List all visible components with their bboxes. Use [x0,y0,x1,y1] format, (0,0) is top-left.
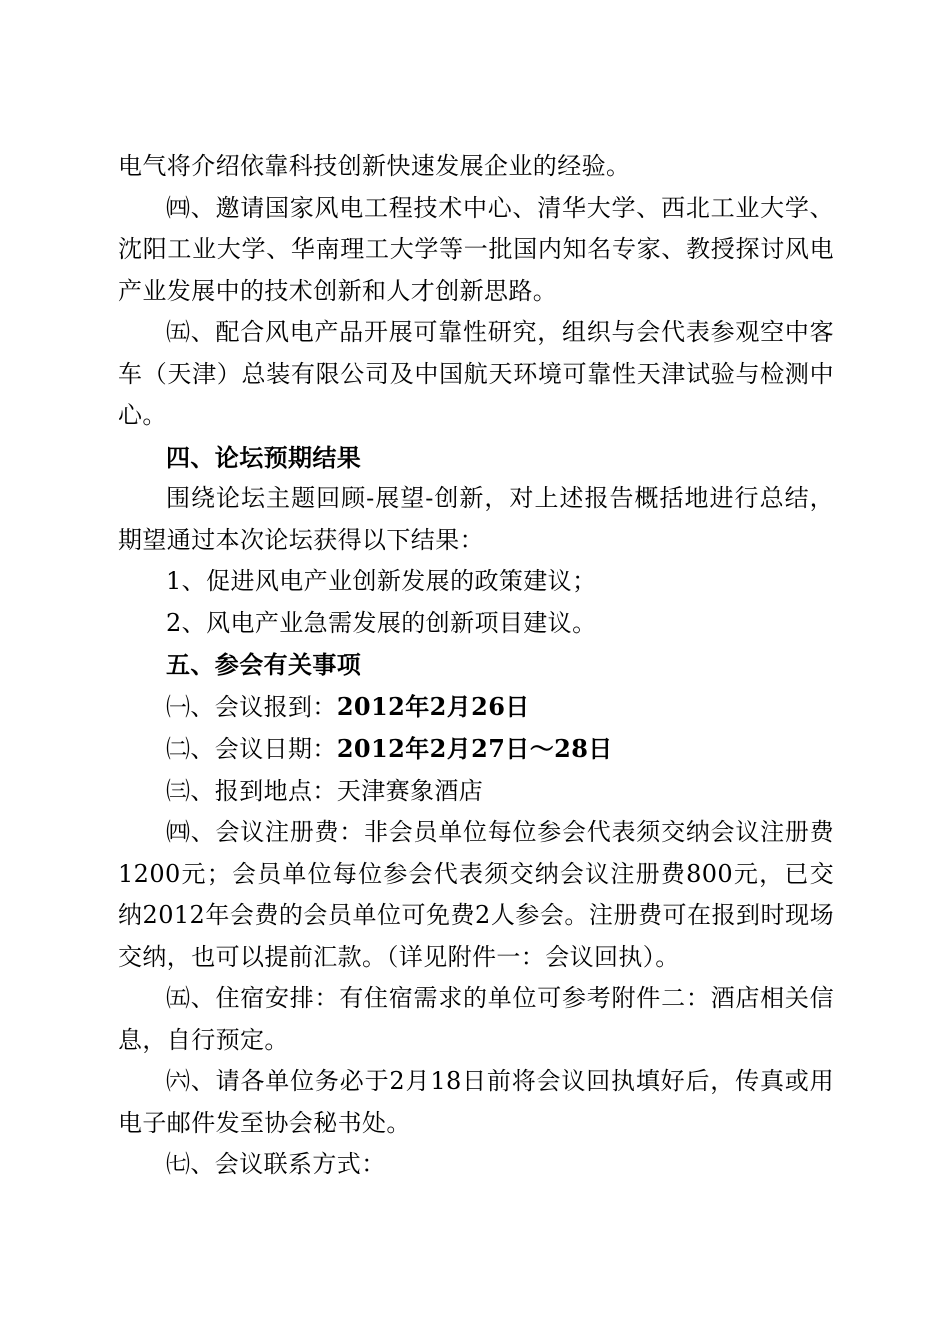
document-body [118,146,834,1186]
meeting-date-label: ㈡、会议日期： [166,735,337,763]
paragraph-deadline: ㈥、请各单位务必于2月18日前将会议回执填好后，传真或用电子邮件发至协会秘书处。 [118,1067,834,1137]
paragraph-lodging: ㈤、住宿安排：有住宿需求的单位可参考附件二：酒店相关信息，自行预定。 [118,984,834,1054]
paragraph-item-4-experts: ㈣、邀请国家风电工程技术中心、清华大学、西北工业大学、沈阳工业大学、华南理工大学等一批国内知名专家、教授探讨风电产业发展中的技术创新和人才创新思路。 [118,193,834,305]
section-heading-attendance: 五、参会有关事项 [166,650,362,679]
paragraph-meeting-date [118,728,834,771]
meeting-date-value: 2012年2月27日～28日 [336,734,613,763]
paragraph-registration [118,686,834,729]
paragraph-registration-fee: ㈣、会议注册费：非会员单位每位参会代表须交纳会议注册费1200元；会员单位每位参会代表须交纳会议注册费800元，已交纳2012年会费的会员单位可免费2人参会。注册费可在报到时现场交纳，也可以提前汇款。（详见附件一：会议回执）。 [118,818,834,971]
list-item-result-1: 1、促进风电产业创新发展的政策建议； [166,567,597,595]
paragraph-contact: ㈦、会议联系方式： [166,1150,386,1178]
paragraph-continuation: 电气将介绍依靠科技创新快速发展企业的经验。 [118,152,631,180]
registration-date: 2012年2月26日 [336,691,530,721]
paragraph-location: ㈢、报到地点：天津赛象酒店 [166,776,484,805]
list-item-result-2: 2、风电产业急需发展的创新项目建议。 [166,608,597,637]
section-heading-expected-results: 四、论坛预期结果 [166,442,362,472]
registration-label: ㈠、会议报到： [166,692,337,721]
paragraph-item-5-visit: ㈤、配合风电产品开展可靠性研究，组织与会代表参观空中客车（天津）总装有限公司及中国航天环境可靠性天津试验与检测中心。 [118,318,834,429]
paragraph-results-intro: 围绕论坛主题回顾-展望-创新，对上述报告概括地进行总结，期望通过本次论坛获得以下结果： [118,484,834,554]
